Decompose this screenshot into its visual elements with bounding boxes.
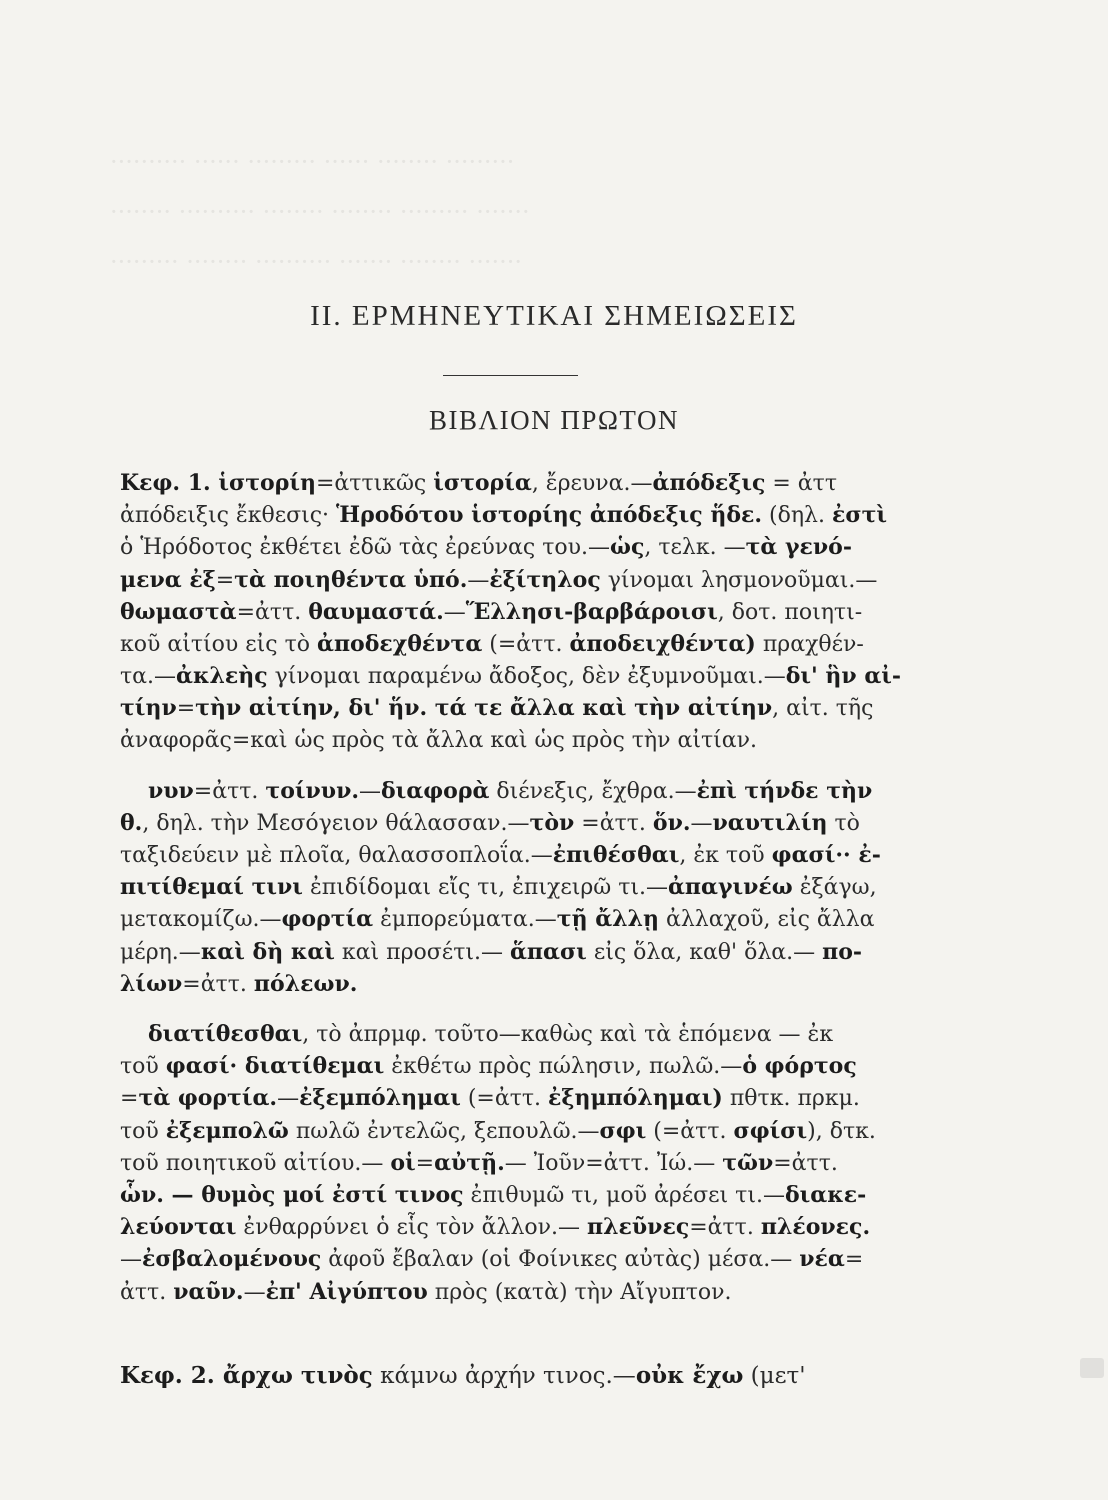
text-line <box>120 807 920 839</box>
lemma-term: νέα <box>799 1246 845 1273</box>
lemma-term: δι' ἣν αἰ- <box>785 663 902 690</box>
section-title: II. ΕΡΜΗΝΕΥΤΙΚΑΙ ΣΗΜΕΙΩΣΕΙΣ <box>310 300 798 332</box>
lemma-term: ἱστορία <box>433 470 532 496</box>
gloss-text: γίνομαι λησμονοῦμαι.— <box>600 567 878 593</box>
gloss-text: (δηλ. <box>762 503 832 529</box>
lemma-term: ἐξεμπόλημαι <box>299 1085 461 1112</box>
gloss-text: (=ἀττ. <box>482 631 570 657</box>
gloss-text: = <box>215 567 235 593</box>
paragraph-gap <box>120 1000 920 1018</box>
lemma-term: οὐκ ἔχω <box>635 1362 744 1389</box>
lemma-term: τὸν <box>529 809 575 836</box>
gloss-text: γίνομαι παραμένω ἄδοξος, δὲν ἐξυμνοῦμαι.— <box>267 664 786 690</box>
gloss-text: πωλῶ ἐντελῶς, ξεπουλῶ.— <box>288 1118 600 1144</box>
lemma-term: καὶ δὴ καὶ <box>200 938 335 965</box>
lemma-term: ἐστὶ <box>831 502 888 529</box>
gloss-text: =ἀττ. <box>773 1150 838 1176</box>
gloss-text: τοῦ <box>120 1054 166 1080</box>
gloss-text: πθτκ. πρκμ. <box>722 1086 860 1112</box>
lemma-term: τίην <box>120 695 177 722</box>
lemma-term: Κεφ. 2. ἄρχω τινὸς <box>120 1362 373 1389</box>
gloss-text: κοῦ αἰτίου εἰς τὸ <box>120 631 318 657</box>
gloss-text: μετακομίζω.— <box>120 907 282 933</box>
gloss-text: ὁ Ἡρόδοτος ἐκθέτει ἐδῶ τὰς ἐρεύνας του.— <box>120 535 611 561</box>
lemma-term: πλεῦνες <box>587 1214 690 1241</box>
text-line <box>120 1243 920 1275</box>
text-line <box>120 1050 920 1082</box>
lemma-term: σφίσι <box>733 1117 808 1144</box>
gloss-text: μέρη.— <box>120 939 201 965</box>
lemma-term: ὡς <box>610 534 645 561</box>
gloss-text: , ἐκ τοῦ <box>679 843 772 869</box>
lemma-term: τὴν αἰτίην, δι' ἥν. τά τε ἄλλα καὶ τὴν αἰτίην <box>195 695 773 722</box>
gloss-text: , δοτ. ποιητι- <box>717 599 863 625</box>
lemma-term: ἀπόδεξις <box>652 470 766 496</box>
gloss-text: πραχθέν- <box>755 631 864 657</box>
lemma-term: ἀποδεχθέντα <box>317 630 483 657</box>
gloss-text: , δηλ. τὴν Μεσόγειον θάλασσαν.— <box>142 810 530 836</box>
lemma-term: τῶν <box>722 1149 774 1176</box>
gloss-text: ἀναφορᾶς=καὶ ὡς πρὸς τὰ ἄλλα καὶ ὡς πρὸς τὴν αἰτίαν. <box>120 727 757 753</box>
lemma-term: θ. <box>120 809 143 836</box>
lemma-term: διακε- <box>784 1181 867 1208</box>
gloss-text: , ἔρευνα.— <box>531 471 653 496</box>
chapter-2-line <box>120 1360 920 1392</box>
lemma-term: θαυμαστά. <box>308 598 444 625</box>
gloss-text: , τελκ. — <box>644 535 746 561</box>
gloss-text: τα.— <box>120 664 177 690</box>
gloss-text: ἀττ. <box>120 1279 174 1305</box>
text-line <box>120 725 920 757</box>
lemma-term: λεύονται <box>120 1214 237 1241</box>
text-line <box>120 628 920 660</box>
gloss-text: τὸ <box>827 810 860 836</box>
book-title: ΒΙΒΛΙΟΝ ΠΡΩΤΟΝ <box>429 405 679 435</box>
commentary-body <box>120 467 920 1308</box>
lemma-term: ναῦν. <box>173 1278 244 1305</box>
gloss-text: — <box>120 1247 142 1273</box>
gloss-text: =ἀττικῶς <box>315 471 434 496</box>
text-line <box>120 531 920 563</box>
gloss-text: ἐπιθυμῶ τι, μοῦ ἀρέσει τι.— <box>463 1182 785 1208</box>
gloss-text: ἀλλαχοῦ, εἰς ἄλλα <box>659 907 875 933</box>
lemma-term: αὐτῇ. <box>434 1149 505 1176</box>
lemma-term: οἱ <box>390 1149 416 1176</box>
lemma-term: ναυτιλίη <box>712 809 828 836</box>
lemma-term: σφι <box>599 1117 647 1144</box>
lemma-term: φασί·· ἐ- <box>771 842 881 869</box>
lemma-term: φορτία <box>281 906 374 933</box>
gloss-text: =ἀττ. <box>574 810 653 836</box>
title-divider <box>443 375 578 376</box>
lemma-term: διατίθεσθαι <box>148 1021 303 1047</box>
gloss-text: κάμνω ἀρχήν τινος.— <box>372 1363 636 1389</box>
lemma-term: τὰ ποιηθέντα ὑπό. <box>234 566 468 593</box>
lemma-term: θωμαστὰ <box>120 598 237 625</box>
lemma-term: ὁ φόρτος <box>742 1053 857 1080</box>
lemma-term: ἐπιθέσθαι <box>552 842 680 869</box>
bleed-through-text: ········ ·········· ········ ········ ········· ······· <box>110 198 530 226</box>
gloss-text: διένεξις, ἔχθρα.— <box>489 778 697 804</box>
lemma-term: λίων <box>120 970 183 997</box>
lemma-term: Κεφ. 1. <box>120 470 219 496</box>
lemma-term: πιτίθεμαί τινι <box>120 874 303 901</box>
gloss-text: ἀφοῦ ἔβαλαν (οἱ Φοίνικες αὐτὰς) μέσα.— <box>321 1247 800 1273</box>
gloss-text: (=ἀττ. <box>460 1086 549 1112</box>
text-line <box>120 903 920 935</box>
gloss-text: ἐμπορεύματα.— <box>373 907 557 933</box>
lemma-term: πλέονες. <box>760 1214 871 1241</box>
lemma-term: νυν <box>148 777 194 804</box>
text-line <box>120 1018 920 1050</box>
gloss-text: ἀπόδειξις ἔκθεσις· <box>120 503 337 529</box>
gloss-text: ἐπιδίδομαι εἴς τι, ἐπιχειρῶ τι.— <box>302 875 668 901</box>
text-line <box>120 660 920 692</box>
lemma-term: ἀποδειχθέντα) <box>569 630 756 657</box>
gloss-text: = <box>120 1086 139 1112</box>
text-line <box>120 775 920 807</box>
lemma-term: τοίνυν. <box>265 777 359 804</box>
margin-smudge <box>1080 1358 1104 1378</box>
lemma-term: ἐξημπόλημαι) <box>548 1085 723 1112</box>
text-line <box>120 1082 920 1114</box>
text-line <box>120 871 920 903</box>
lemma-term: μενα ἐξ <box>120 566 216 593</box>
lemma-term: ὅν. <box>652 809 691 836</box>
lemma-term: τὰ γενό- <box>745 534 852 561</box>
gloss-text: =ἀττ. <box>689 1215 761 1241</box>
lemma-term: πο- <box>822 938 863 965</box>
text-line <box>120 839 920 871</box>
lemma-term: πόλεων. <box>253 970 358 997</box>
text-line <box>120 1147 920 1179</box>
gloss-text: τοῦ ποιητικοῦ αἰτίου.— <box>120 1150 391 1176</box>
gloss-text: — <box>467 567 490 593</box>
lemma-term: ἐξεμπολῶ <box>165 1117 289 1144</box>
gloss-text: ἐξάγω, <box>792 875 877 901</box>
lemma-term: ἀπαγινέω <box>668 874 793 901</box>
text-line <box>120 564 920 596</box>
text-line <box>120 1211 920 1243</box>
text-line <box>120 467 920 499</box>
gloss-text: — <box>443 599 466 625</box>
gloss-text: (μετ' <box>743 1363 806 1389</box>
lemma-term: ἐπὶ τήνδε τὴν <box>696 777 873 804</box>
bleed-through-text: ·········· ······ ········· ······ ········ ········· <box>110 148 515 176</box>
gloss-text: τοῦ <box>120 1118 166 1144</box>
gloss-text: ἐνθαρρύνει ὁ εἷς τὸν ἄλλον.— <box>236 1215 588 1241</box>
lemma-term: τὰ φορτία. <box>138 1085 278 1112</box>
lemma-term: ἐσβαλομένους <box>142 1246 322 1273</box>
gloss-text: πρὸς (κατὰ) τὴν Αἴγυπτον. <box>427 1279 732 1305</box>
text-line <box>120 1115 920 1147</box>
gloss-text: — Ἰοῦν=ἀττ. Ἰώ.— <box>504 1150 723 1176</box>
paragraph-gap <box>120 757 920 775</box>
lemma-term: ἐπ' Αἰγύπτου <box>265 1278 428 1305</box>
gloss-text: ἐκθέτω πρὸς πώλησιν, πωλῶ.— <box>384 1054 743 1080</box>
lemma-term: ἅπασι <box>510 938 587 965</box>
gloss-text: , αἰτ. τῆς <box>772 696 874 722</box>
gloss-text: , τὸ ἀπρμφ. τοῦτο—καθὼς καὶ τὰ ἑπόμενα — ἐκ <box>302 1022 834 1047</box>
gloss-text: εἰς ὅλα, καθ' ὅλα.— <box>586 939 823 965</box>
bleed-through-text: ········· ········ ·········· ······· ········ ······· <box>110 248 522 276</box>
gloss-text: ), δτκ. <box>807 1118 876 1144</box>
gloss-text: καὶ προσέτι.— <box>334 939 510 965</box>
gloss-text: — <box>690 810 713 836</box>
lemma-term: διαφορὰ <box>381 777 490 804</box>
gloss-text: — <box>359 778 381 804</box>
gloss-text: =ἀττ. <box>182 971 254 997</box>
text-line <box>120 596 920 628</box>
gloss-text: = ἀττ <box>765 471 837 496</box>
lemma-term: ἀκλεὴς <box>176 663 268 690</box>
gloss-text: = <box>415 1150 435 1176</box>
gloss-text: = <box>844 1247 864 1273</box>
gloss-text: ταξιδεύειν μὲ πλοῖα, θαλασσοπλοΐα.— <box>120 843 553 869</box>
lemma-term: τῇ ἄλλῃ <box>556 906 660 933</box>
gloss-text: (=ἀττ. <box>646 1118 734 1144</box>
lemma-term: Ἡροδότου ἱστορίης ἀπόδεξις ἥδε. <box>336 502 763 529</box>
text-line <box>120 499 920 531</box>
text-line <box>120 1276 920 1308</box>
text-line <box>120 1179 920 1211</box>
lemma-term: ἐξίτηλος <box>489 566 601 593</box>
gloss-text: — <box>243 1279 266 1305</box>
text-line <box>120 692 920 724</box>
text-line <box>120 968 920 1000</box>
gloss-text: — <box>277 1086 300 1112</box>
lemma-term: ἱστορίη <box>218 470 316 496</box>
lemma-term: ὧν. — θυμὸς μοί ἐστί τινος <box>120 1181 464 1208</box>
gloss-text: =ἀττ. <box>236 599 309 625</box>
lemma-term: Ἕλλησι-βαρβάροισι <box>465 598 718 625</box>
gloss-text: = <box>176 696 196 722</box>
lemma-term: φασί· διατίθεμαι <box>165 1053 385 1080</box>
text-line <box>120 936 920 968</box>
gloss-text: =ἀττ. <box>193 778 266 804</box>
